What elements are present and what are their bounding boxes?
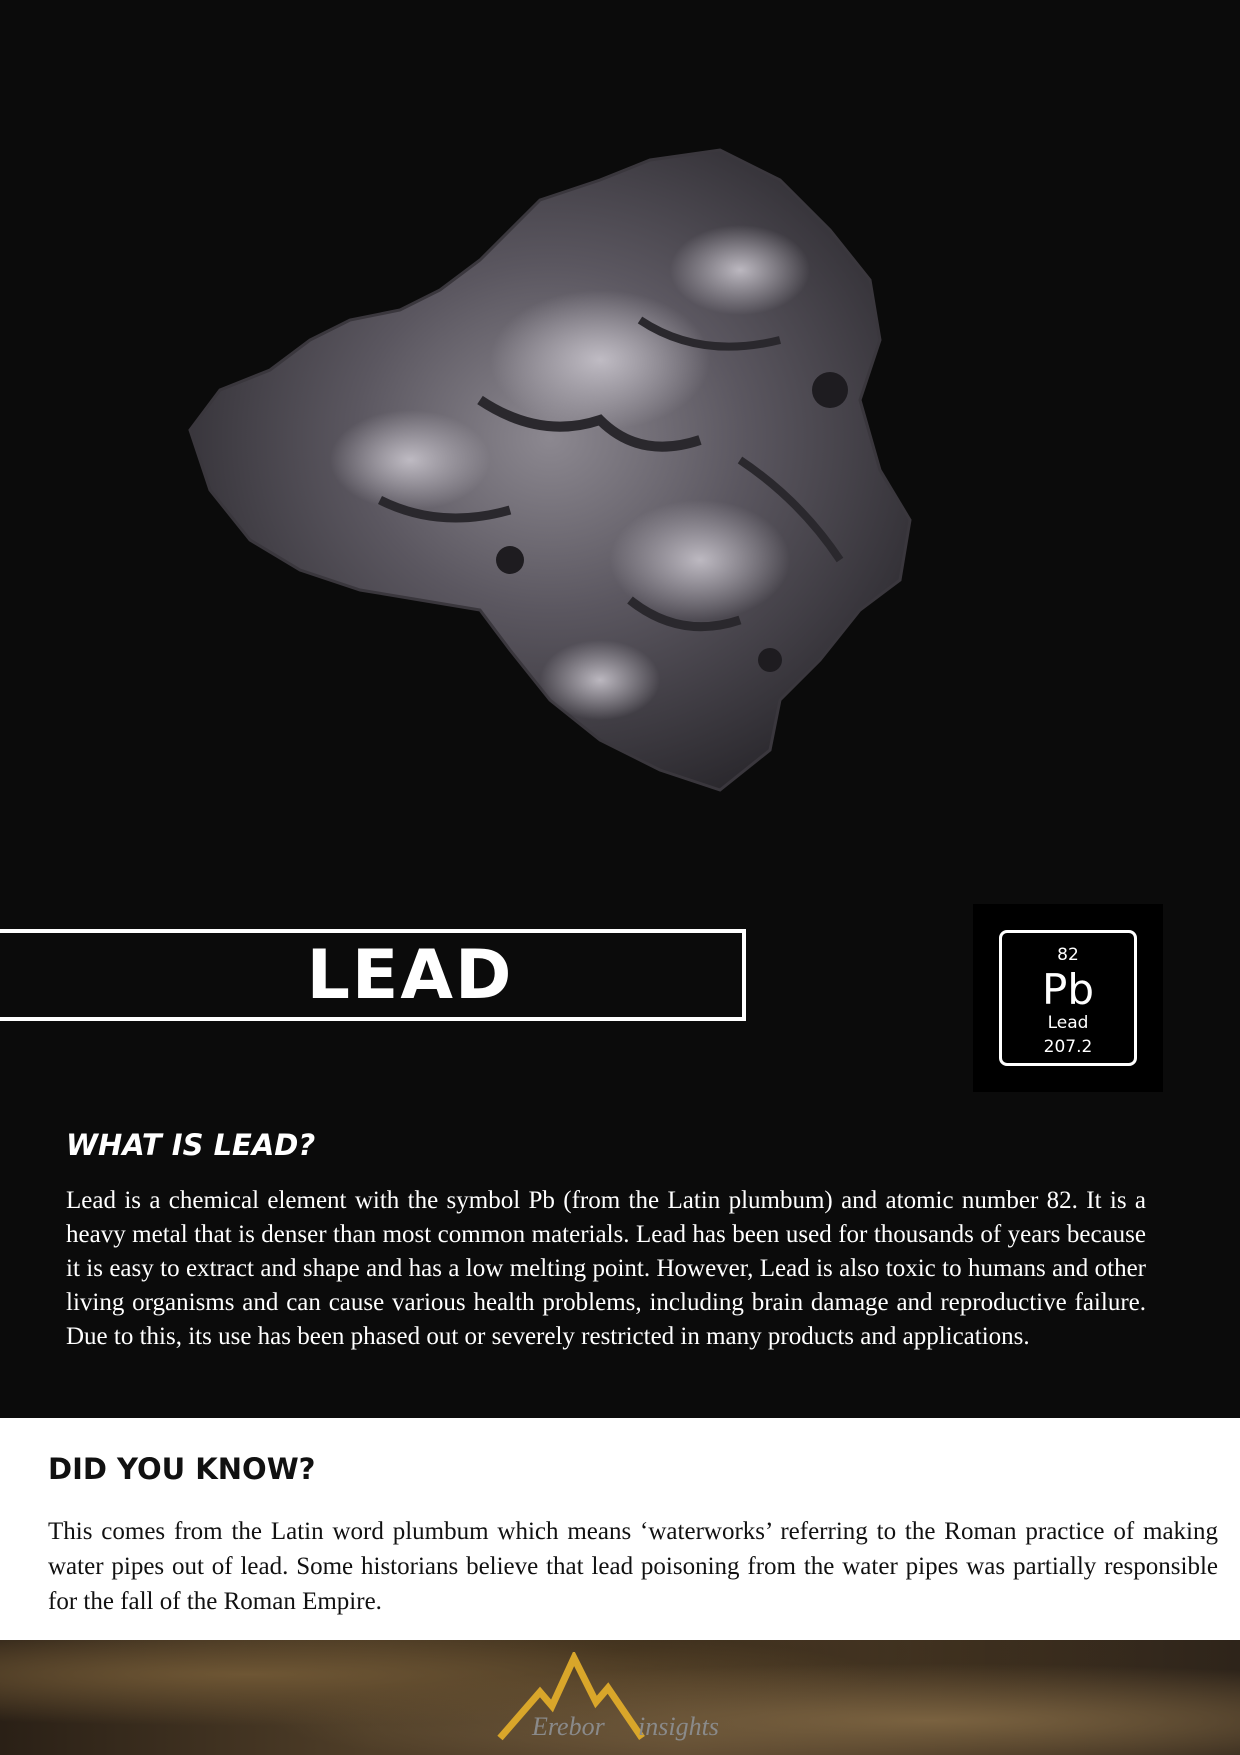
did-you-know-body: This comes from the Latin word plumbum which means ‘waterworks’ referring to the Roman practice of making water pipes out of lead. Some historians believe that lead poisoning from the water pipes was partially responsible for the fall of the Roman Empire.	[48, 1518, 1218, 1615]
what-is-body: Lead is a chemical element with the symbol Pb (from the Latin plumbum) and atomic number 82. It is a heavy metal that is denser than most common materials. Lead has been used for thousands of years because it is easy to extract and shape and has a low melting point. However, Lead is also toxic to humans and other living organisms and can cause various health problems, including brain damage and reproductive failure. Due to this, its use has been phased out or severely restricted in many products and applications.	[66, 1187, 1146, 1350]
periodic-tile	[999, 930, 1137, 1066]
logo-word-erebor: Erebor	[532, 1712, 605, 1741]
periodic-tile-panel	[973, 904, 1163, 1092]
element-symbol: Pb	[1042, 965, 1094, 1014]
footer-banner	[0, 1640, 1240, 1755]
logo-word-insights: insights	[638, 1712, 719, 1741]
erebor-insights-logo	[490, 1652, 750, 1752]
element-name: Lead	[1047, 1013, 1089, 1033]
atomic-mass: 207.2	[1043, 1037, 1093, 1057]
element-title: LEAD	[306, 935, 514, 1015]
did-you-know-heading: DID YOU KNOW?	[48, 1452, 316, 1486]
what-is-heading: WHAT IS LEAD?	[66, 1128, 316, 1162]
lead-mineral-image	[180, 140, 1020, 840]
element-title-box	[0, 929, 746, 1021]
atomic-number: 82	[1057, 945, 1079, 965]
did-you-know-section	[0, 1418, 1240, 1640]
